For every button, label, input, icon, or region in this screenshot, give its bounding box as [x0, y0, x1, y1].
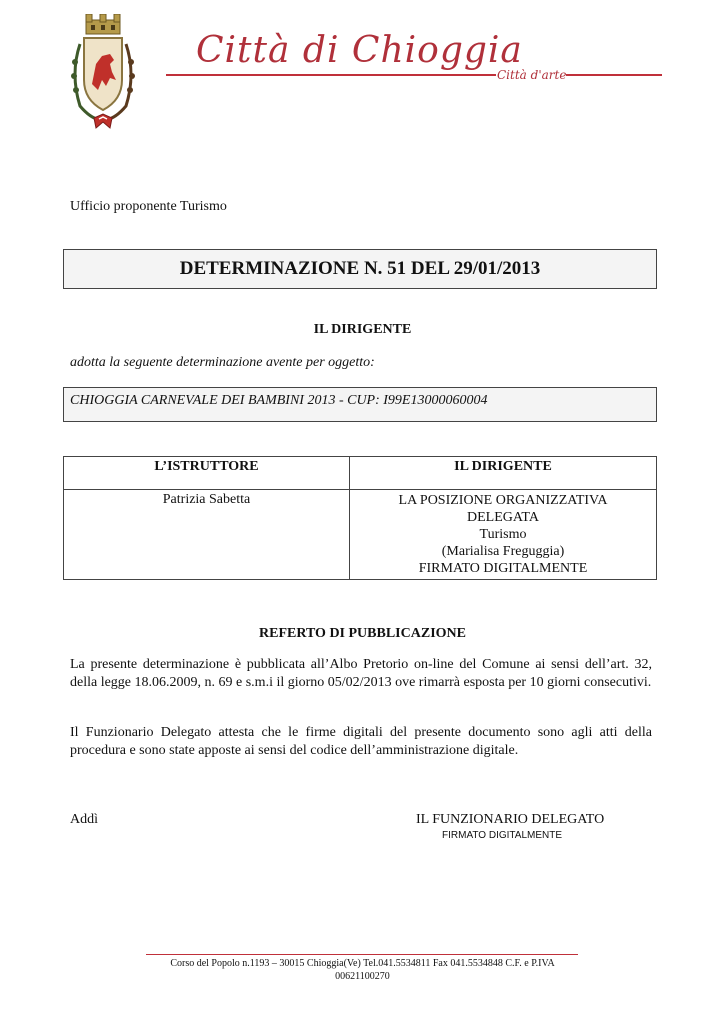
city-crest-logo [66, 14, 140, 134]
footer-line: 00621100270 [335, 971, 390, 982]
city-title: Città di Chioggia [196, 30, 523, 71]
header-rule [166, 74, 496, 76]
signature-line: FIRMATO DIGITALMENTE [418, 561, 588, 576]
referto-heading: REFERTO DI PUBBLICAZIONE [259, 626, 466, 641]
dirigente-heading: IL DIRIGENTE [313, 322, 412, 337]
addi-label: Addì [70, 812, 98, 827]
dirigente-signature [350, 490, 657, 580]
footer-rule [146, 954, 578, 955]
signature-line: (Marialisa Freguggia) [441, 544, 565, 559]
istruttore-name: Patrizia Sabetta [64, 490, 350, 580]
digital-signature-note: FIRMATO DIGITALMENTE [442, 830, 563, 841]
determination-title-box [63, 249, 657, 289]
city-tagline: Città d'arte [497, 68, 567, 82]
signature-line: Turismo [479, 527, 527, 542]
subject-text: CHIOGGIA CARNEVALE DEI BAMBINI 2013 - CUP: I99E13000060004 [70, 393, 488, 408]
istruttore-header: L’ISTRUTTORE [64, 457, 350, 490]
proposing-office: Ufficio proponente Turismo [70, 199, 227, 214]
signature-line: LA POSIZIONE ORGANIZZATIVA [398, 493, 608, 508]
subject-box [63, 387, 657, 422]
publication-paragraph: La presente determinazione è pubblicata all’Albo Pretorio on-line del Comune ai sensi dell’art. 32, della legge 18.06.2009, n. 69 e s.m.i il giorno 05/02/2013 ove rimarrà esposta per 10 giorni consecutivi. [70, 657, 652, 690]
header-rule-right [566, 74, 662, 76]
adoption-intro: adotta la seguente determinazione avente per oggetto: [70, 355, 375, 370]
footer-address [0, 957, 725, 983]
official-title: IL FUNZIONARIO DELEGATO [416, 812, 605, 827]
signature-line: DELEGATA [467, 510, 539, 525]
determination-title: DETERMINAZIONE N. 51 DEL 29/01/2013 [179, 258, 541, 279]
dirigente-header: IL DIRIGENTE [350, 457, 657, 490]
attestation-paragraph: Il Funzionario Delegato attesta che le firme digitali del presente documento sono agli atti della procedura e sono state apposte ai sensi del codice dell’amministrazione digitale. [70, 725, 652, 758]
footer-line: Corso del Popolo n.1193 – 30015 Chioggia(Ve) Tel.041.5534811 Fax 041.5534848 C.F. e P.IVA [170, 958, 555, 969]
signatures-table [63, 456, 657, 580]
